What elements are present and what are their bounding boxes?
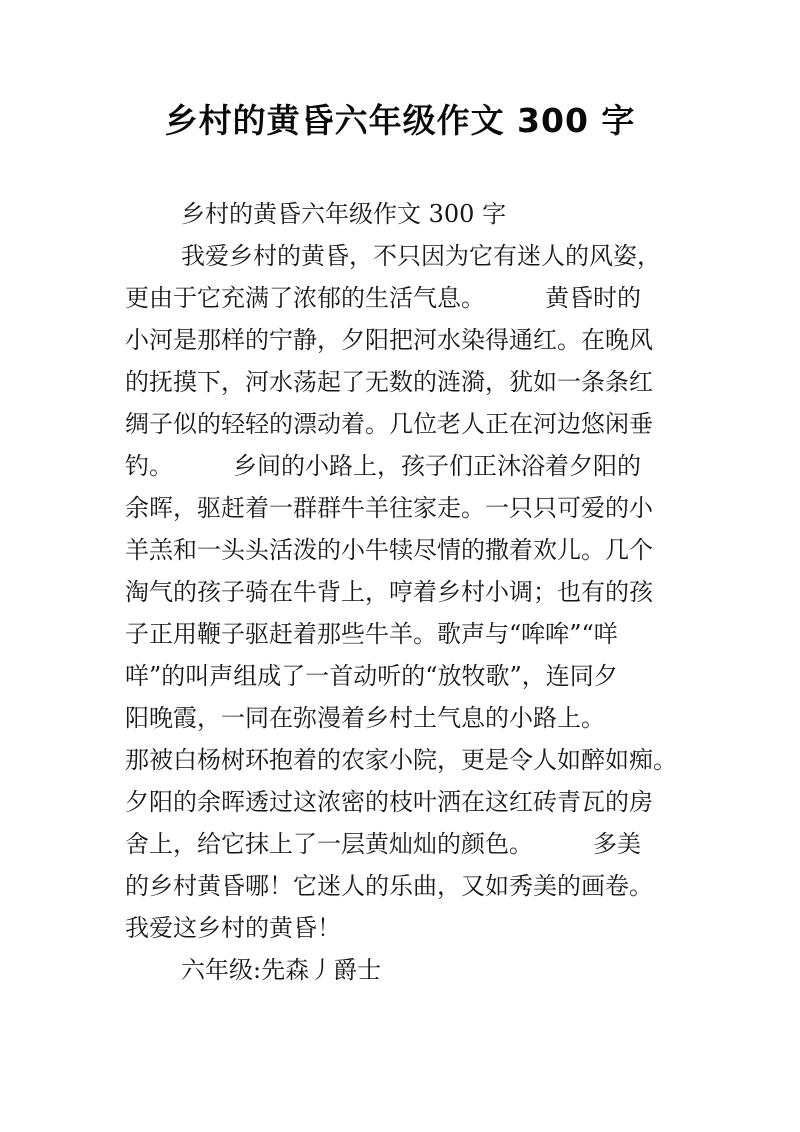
text-line: 那被白杨树环抱着的农家小院，更是令人如醉如痴。 bbox=[125, 746, 677, 774]
text-line: 咩”的叫声组成了一首动听的“放牧歌”，连同夕 bbox=[125, 662, 618, 690]
text-line: 舍上，给它抹上了一层黄灿灿的颜色。 多美 bbox=[125, 830, 641, 858]
text-line: 淘气的孩子骑在牛背上，哼着乡村小调；也有的孩 bbox=[125, 578, 653, 606]
text-line: 钓。 乡间的小路上，孩子们正沐浴着夕阳的 bbox=[125, 452, 641, 480]
text-line: 的抚摸下，河水荡起了无数的涟漪，犹如一条条红 bbox=[125, 368, 653, 396]
text-line: 余晖，驱赶着一群群牛羊往家走。一只只可爱的小 bbox=[125, 494, 653, 522]
text-line: 的乡村黄昏哪！它迷人的乐曲，又如秀美的画卷。 bbox=[125, 872, 653, 900]
text-line: 夕阳的余晖透过这浓密的枝叶洒在这红砖青瓦的房 bbox=[125, 788, 653, 816]
text-line: 六年级:先森丿爵士 bbox=[181, 956, 382, 984]
page-title: 乡村的黄昏六年级作文 300 字 bbox=[164, 101, 636, 140]
text-line: 绸子似的轻轻的漂动着。几位老人正在河边悠闲垂 bbox=[125, 410, 653, 438]
text-line: 阳晚霞，一同在弥漫着乡村土气息的小路上。 bbox=[125, 704, 605, 732]
text-line: 我爱这乡村的黄昏！ bbox=[125, 914, 341, 942]
document-body bbox=[125, 193, 765, 991]
text-line: 羊羔和一头头活泼的小牛犊尽情的撒着欢儿。几个 bbox=[125, 536, 653, 564]
text-line: 小河是那样的宁静，夕阳把河水染得通红。在晚风 bbox=[125, 326, 653, 354]
text-line: 乡村的黄昏六年级作文 300 字 bbox=[181, 200, 507, 228]
text-line: 更由于它充满了浓郁的生活气息。 黄昏时的 bbox=[125, 284, 641, 312]
text-line: 我爱乡村的黄昏，不只因为它有迷人的风姿， bbox=[181, 242, 661, 270]
text-line: 子正用鞭子驱赶着那些牛羊。歌声与“哞哞”“咩 bbox=[125, 620, 618, 648]
